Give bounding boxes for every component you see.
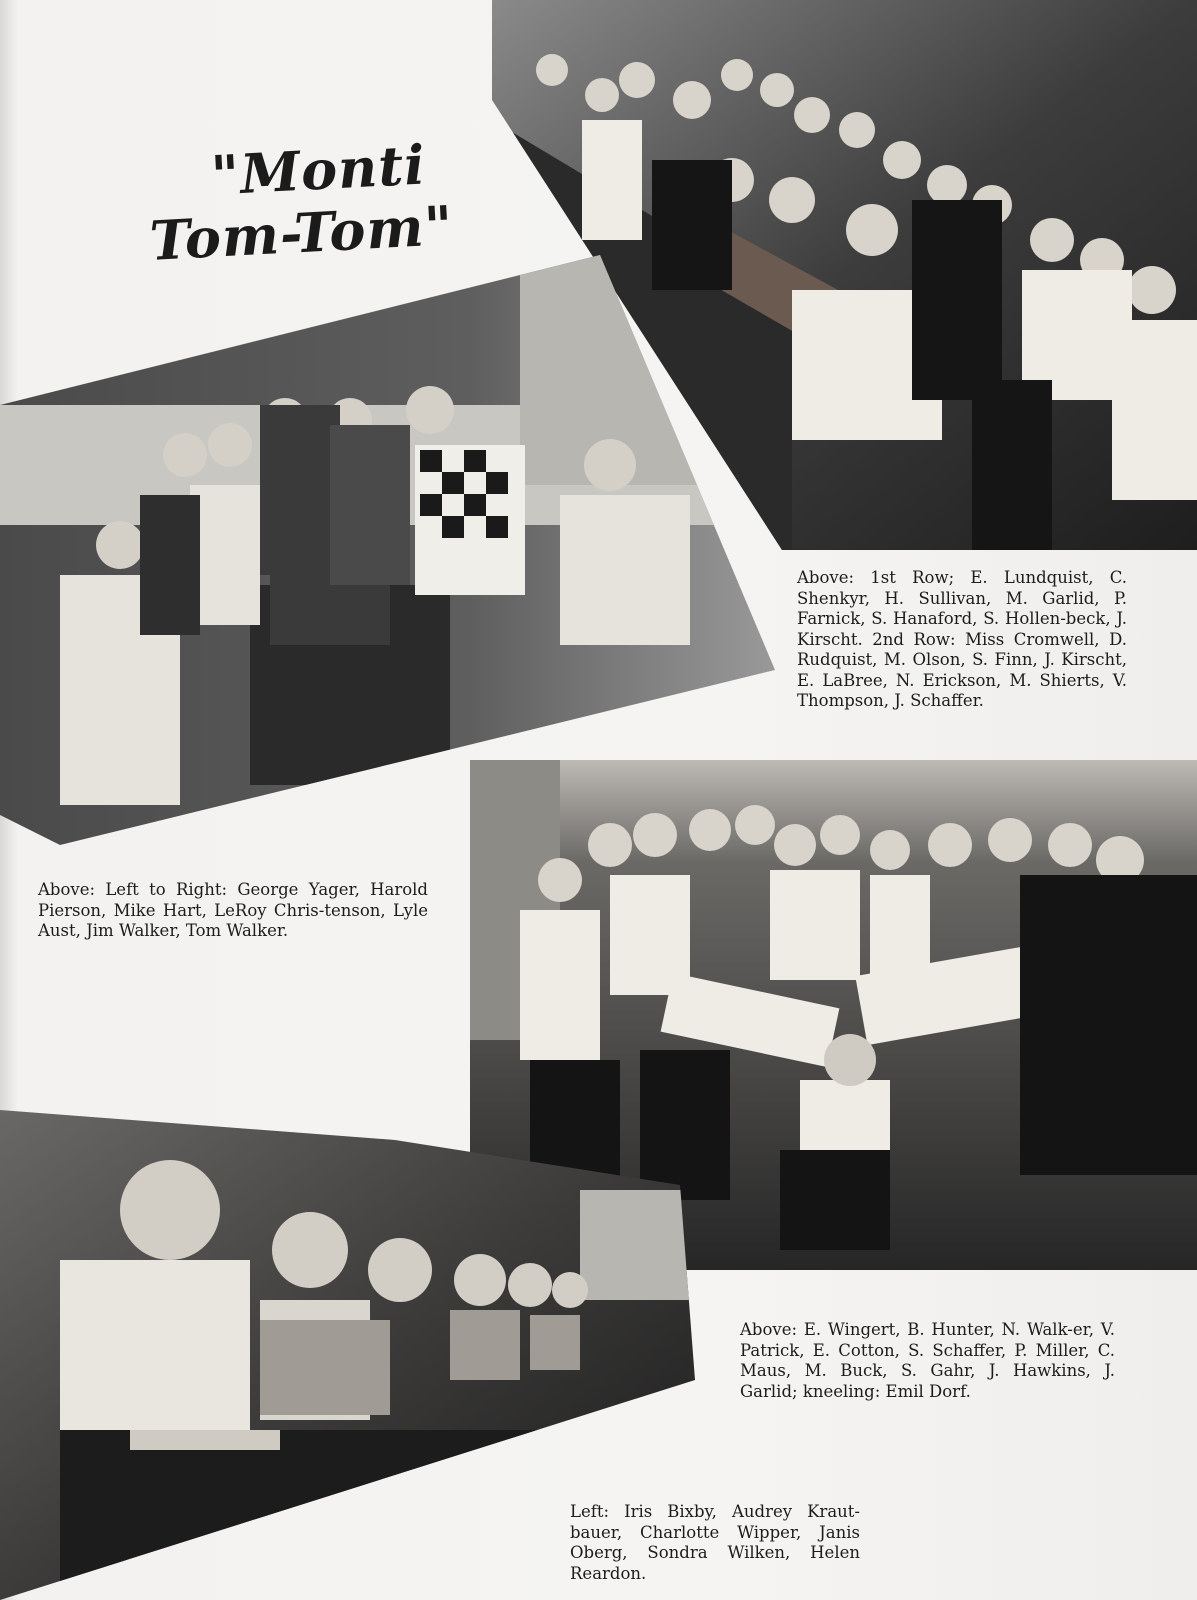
caption-mimeograph-text: Above: Left to Right: George Yager, Harold Pierson, Mike Hart, LeRoy Chris-tenson, Lyle Aust, Jim Walker, Tom Walker. [38, 880, 428, 940]
caption-typists [570, 1502, 860, 1584]
caption-typists-text: Left: Iris Bixby, Audrey Kraut-bauer, Charlotte Wipper, Janis Oberg, Sondra Wilken, Helen Reardon. [570, 1502, 860, 1583]
caption-staircase [797, 568, 1127, 712]
page-title [117, 131, 483, 274]
caption-papers-kneeling-text: Above: E. Wingert, B. Hunter, N. Walk-er, V. Patrick, E. Cotton, S. Schaffer, P. Miller, C. Maus, M. Buck, S. Gahr, J. Hawkins, J. Garlid; kneeling: Emil Dorf. [740, 1320, 1115, 1401]
caption-staircase-text: Above: 1st Row; E. Lundquist, C. Shenkyr, H. Sullivan, M. Garlid, P. Farnick, S. Hanaford, S. Hollen-beck, J. Kirscht. 2nd Row: Miss Cromwell, D. Rudquist, M. Olson, S. Finn, J. Kirscht, E. LaBree, N. Erickson, M. Shierts, V. Thompson, J. Schaffer. [797, 568, 1127, 710]
title-line-2: Tom-Tom" [148, 193, 456, 273]
title-line-1: "Monti [209, 132, 428, 208]
caption-mimeograph [38, 880, 428, 942]
caption-papers-kneeling [740, 1320, 1115, 1402]
